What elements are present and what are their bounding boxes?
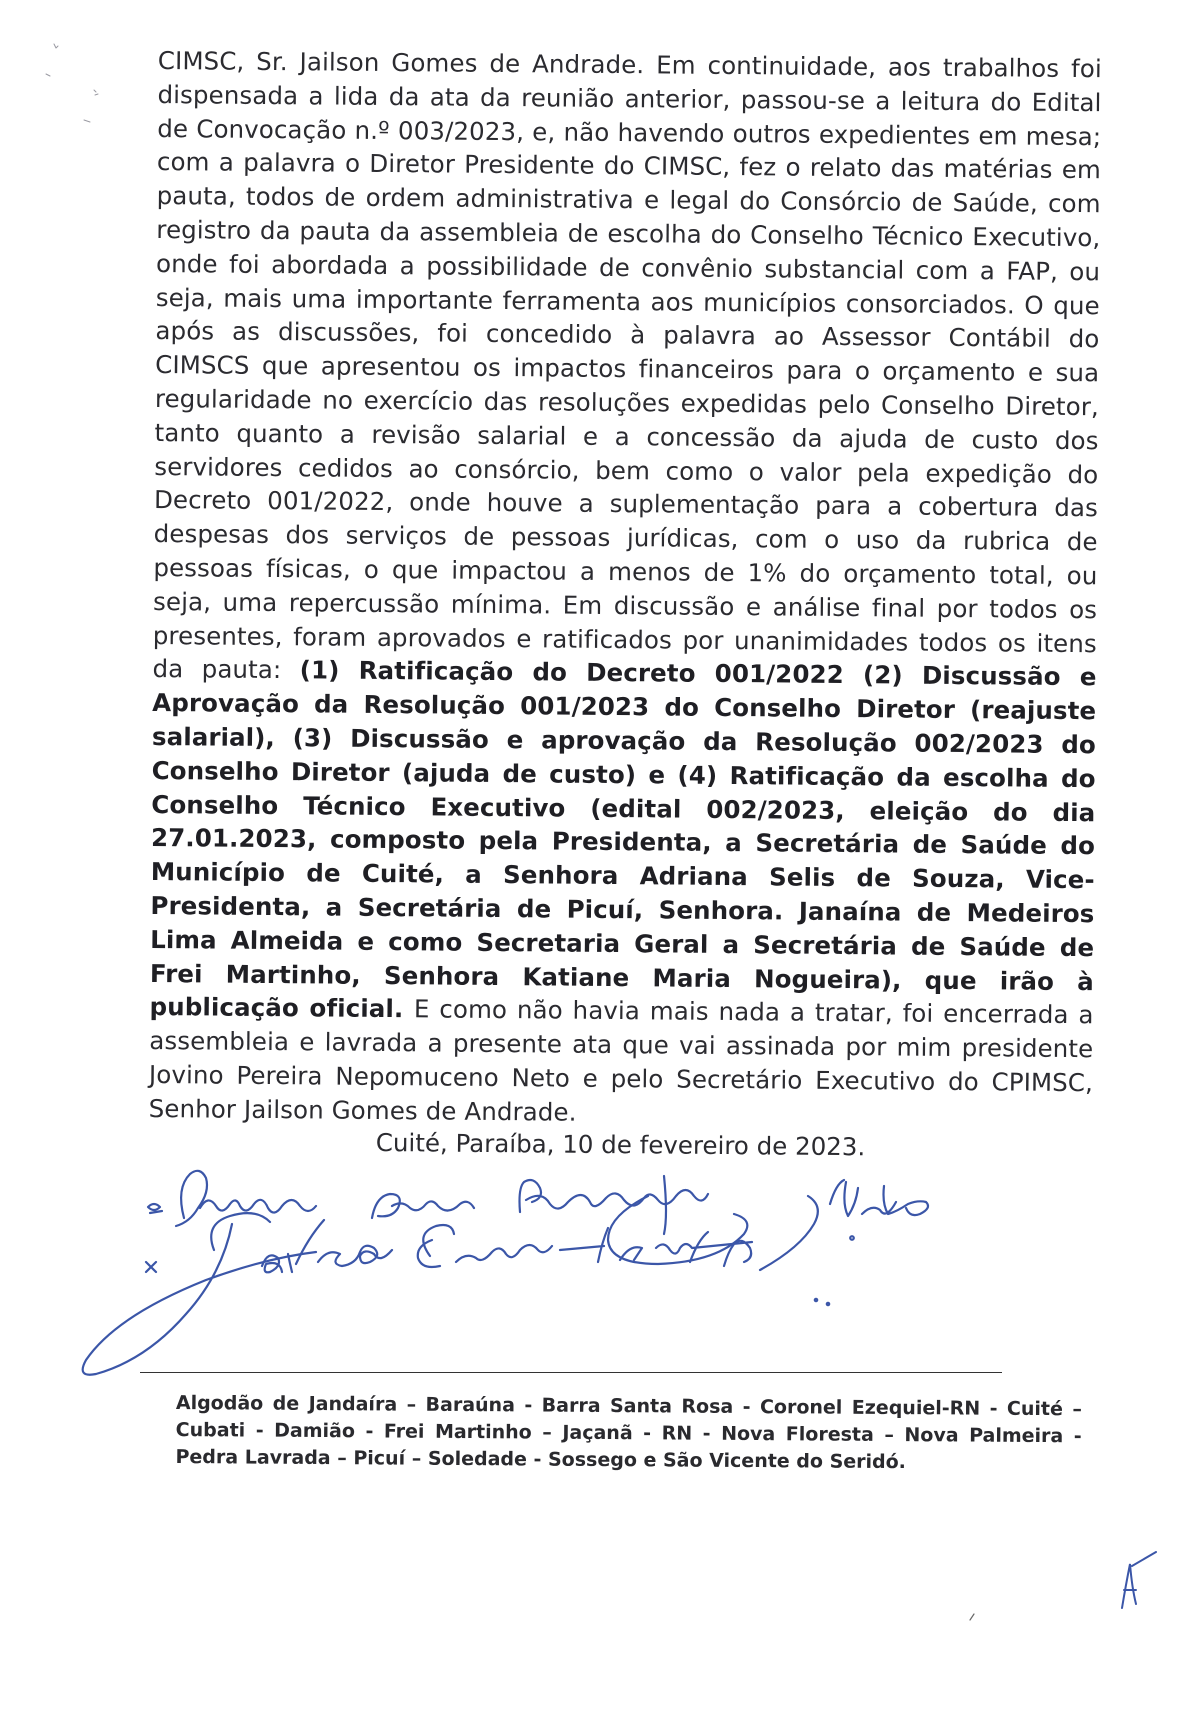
minutes-closing-text: E como não havia mais nada a tratar, foi encerrada a assembleia e lavrada a presente ata que vai assinada por mim presidente Jovino Pereira Nepomuceno Neto e pelo Secretário Executivo do CPIMSC, Senhor Jailson Gomes de Andrade. xyxy=(148,994,1094,1127)
date-line: Cuité, Paraíba, 10 de fevereiro de 2023. xyxy=(375,1128,866,1162)
minutes-body xyxy=(149,44,1102,1134)
initials-mark xyxy=(1122,1552,1156,1608)
minutes-intro-text: CIMSC, Sr. Jailson Gomes de Andrade. Em continuidade, aos trabalhos foi dispensada a lida da ata da reunião anterior, passou-se a leitura do Edital de Convocação n.º 003/2023, e, não havendo outros expedientes em mesa; com a palavra o Diretor Presidente do CIMSC, fez o relato das matérias em pauta, todos de ordem administrativa e legal do Consórcio de Saúde, com registro da pauta da assembleia de escolha do Conselho Técnico Executivo, onde foi abordada a possibilidade de convênio substancial com a FAP, ou seja, mais uma importante ferramenta aos municípios consorciados. O que após as discussões, foi concedido à palavra ao Assessor Contábil do CIMSCS que apresentou os impactos financeiros para o orçamento e sua regularidade no exercício das resoluções expedidas pelo Conselho Diretor, tanto quanto a revisão salarial e a concessão da ajuda de custo dos servidores cedidos ao consórcio, bem como o valor pela expedição do Decreto 001/2022, onde houve a suplementação para a cobertura das despesas dos serviços de pessoas jurídicas, com o uso da rubrica de pessoas físicas, o que impactou a menos de 1% do orçamento total, ou seja, uma repercussão mínima. Em discussão e análise final por todos os presentes, foram aprovados e ratificados por unanimidades todos os itens da pauta: xyxy=(152,45,1102,685)
minutes-agenda-items: (1) Ratificação do Decreto 001/2022 (2) Discussão e Aprovação da Resolução 001/2023 do Conselho Diretor (reajuste salarial), (3) Discussão e aprovação da Resolução 002/2023 do Conselho Diretor (ajuda de custo) e (4) Ratificação da escolha do Conselho Técnico Executivo (edital 002/2023, eleição do dia 27.01.2023, composto pela Presidenta, a Secretária de Saúde do Município de Cuité, a Senhora Adriana Selis de Souza, Vice-Presidenta, a Secretária de Picuí, Senhora. Janaína de Medeiros Lima Almeida e como Secretaria Geral a Secretária de Saúde de Frei Martinho, Senhora Katiane Maria Nogueira), que irão à publicação oficial. xyxy=(149,655,1097,1024)
signature-jovino xyxy=(148,1171,928,1264)
minutes-paragraph xyxy=(149,44,1102,1134)
signature-jailson xyxy=(83,1196,854,1375)
footer-divider xyxy=(140,1372,1002,1373)
footer-municipalities: Algodão de Jandaíra – Baraúna - Barra Santa Rosa - Coronel Ezequiel-RN - Cuité – Cubati - Damião - Frei Martinho – Jaçanã - RN - Nova Floresta – Nova Palmeira - Pedra Lavrada – Picuí – Soledade - Sossego e São Vicente do Seridó. xyxy=(175,1392,1082,1474)
